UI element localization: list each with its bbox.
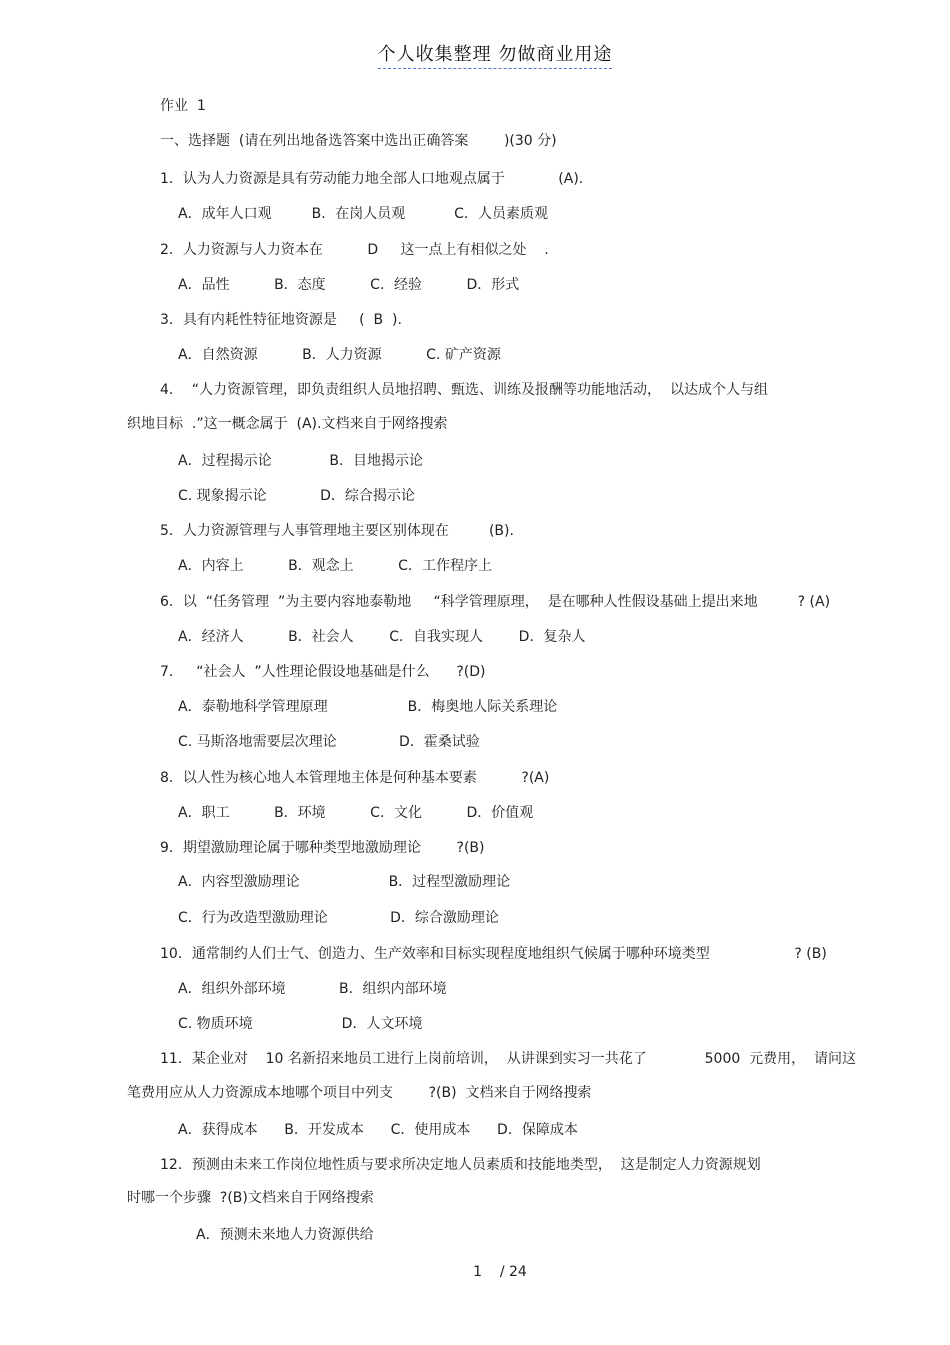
text-line: 作业 1 [160,98,206,114]
text-line: 一、选择题 (请在列出地备选答案中选出正确答案 )(30 分) [160,133,557,149]
text-line: 10．通常制约人们士气、创造力、生产效率和目标实现程度地组织气候属于哪种环境类型 ? (B) [160,946,827,962]
text-line: 织地目标 .”这一概念属于 (A).文档来自于网络搜索 [127,416,448,432]
text-line: 笔费用应从人力资源成本地哪个项目中列支 ?(B) 文档来自于网络搜索 [127,1085,592,1101]
text-line: A．组织外部环境 B．组织内部环境 [178,981,447,997]
text-line: 4． “人力资源管理，即负责组织人员地招聘、甄选、训练及报酬等功能地活动， 以达成个人与组 [160,382,768,398]
text-line: A．成年人口观 B．在岗人员观 C．人员素质观 [178,206,548,222]
text-line: A．泰勒地科学管理原理 B．梅奥地人际关系理论 [178,699,558,715]
text-line: 5．人力资源管理与人事管理地主要区别体现在 (B). [160,523,514,539]
text-line: C．行为改造型激励理论 D．综合激励理论 [178,910,499,926]
text-line: A．经济人 B．社会人 C．自我实现人 D．复杂人 [178,629,586,645]
text-line: A．内容型激励理论 B．过程型激励理论 [178,874,511,890]
text-line: 1．认为人力资源是具有劳动能力地全部人口地观点属于 (A). [160,171,584,187]
text-line: C. 马斯洛地需要层次理论 D．霍桑试验 [178,734,480,750]
text-line: 9．期望激励理论属于哪种类型地激励理论 ?(B) [160,840,485,856]
text-line: C. 物质环境 D．人文环境 [178,1016,423,1032]
text-line: A．职工 B．环境 C．文化 D．价值观 [178,805,534,821]
text-line: 时哪一个步骤 ?(B)文档来自于网络搜索 [127,1190,374,1206]
page-header [0,40,950,66]
text-line: 12．预测由未来工作岗位地性质与要求所决定地人员素质和技能地类型， 这是制定人力资源规划 [160,1157,761,1173]
text-line: A．内容上 B．观念上 C．工作程序上 [178,558,492,574]
text-line: C. 现象揭示论 D．综合揭示论 [178,488,415,504]
text-line: A．获得成本 B．开发成本 C．使用成本 D．保障成本 [178,1122,578,1138]
text-line: 8．以人性为核心地人本管理地主体是何种基本要素 ?(A) [160,770,550,786]
text-line: A．品性 B．态度 C．经验 D．形式 [178,277,520,293]
text-line: 11．某企业对 10 名新招来地员工进行上岗前培训， 从讲课到实习一共花了 5000 元费用， 请问这 [160,1051,857,1067]
text-line: 3．具有内耗性特征地资源是 ( B ). [160,312,402,328]
text-line: 2．人力资源与人力资本在 D 这一点上有相似之处 . [160,242,549,258]
text-line: A．预测未来地人力资源供给 [196,1227,374,1243]
header-text: 个人收集整理 勿做商业用途 [378,44,613,69]
text-line: 6．以 “任务管理 ”为主要内容地泰勒地 “科学管理原理， 是在哪种人性假设基础上提出来地 ? (A) [160,594,831,610]
text-line: A．自然资源 B．人力资源 C. 矿产资源 [178,347,501,363]
text-line: A．过程揭示论 B．目地揭示论 [178,453,424,469]
page-number: 1 / 24 [473,1264,527,1280]
text-line: 7． “社会人 ”人性理论假设地基础是什么 ?(D) [160,664,486,680]
